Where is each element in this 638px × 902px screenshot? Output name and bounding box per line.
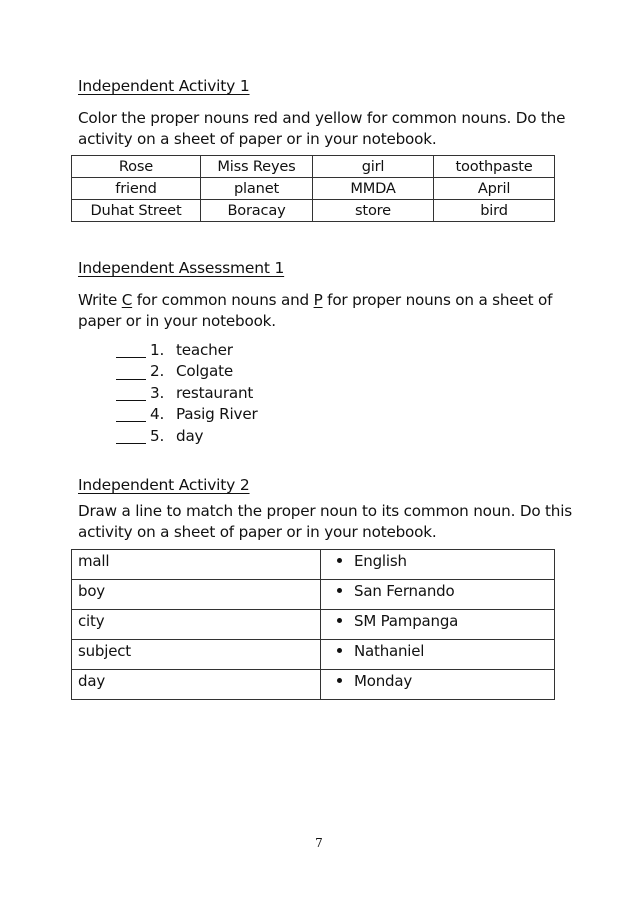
item-number: 2. — [150, 362, 165, 381]
table-row — [72, 640, 555, 670]
table-cell: friend — [72, 178, 201, 200]
answer-blank[interactable] — [116, 407, 146, 422]
bullet-icon — [337, 618, 342, 623]
bullet-icon — [337, 648, 342, 653]
activity1-noun-table — [71, 155, 555, 222]
proper-noun-text: Monday — [354, 672, 413, 690]
table-cell: April — [434, 178, 555, 200]
table-row — [72, 670, 555, 700]
table-cell: Duhat Street — [72, 200, 201, 222]
instr-text: for proper nouns on a sheet of paper or in your notebook. — [78, 291, 553, 330]
table-cell: toothpaste — [434, 156, 555, 178]
bullet-icon — [337, 678, 342, 683]
answer-blank[interactable] — [116, 365, 146, 380]
common-noun-cell: boy — [72, 580, 321, 610]
bullet-icon — [337, 588, 342, 593]
table-row — [72, 550, 555, 580]
common-noun-cell: day — [72, 670, 321, 700]
table-cell: Rose — [72, 156, 201, 178]
answer-blank[interactable] — [116, 386, 146, 401]
item-text: Pasig River — [176, 405, 258, 424]
table-row — [72, 200, 555, 222]
table-cell: Miss Reyes — [201, 156, 313, 178]
table-row — [72, 156, 555, 178]
activity1-instructions: Color the proper nouns red and yellow for common nouns. Do the activity on a sheet of paper or in your notebook. — [78, 109, 566, 148]
proper-noun-cell — [321, 670, 555, 700]
common-noun-letter: C — [121, 291, 133, 309]
list-item — [116, 404, 258, 425]
item-number: 5. — [150, 426, 165, 445]
assessment1-instructions — [78, 290, 578, 332]
answer-blank[interactable] — [116, 343, 146, 358]
answer-blank[interactable] — [116, 429, 146, 444]
table-cell: store — [313, 200, 434, 222]
item-number: 4. — [150, 405, 165, 424]
proper-noun-text: Nathaniel — [354, 642, 425, 660]
proper-noun-cell — [321, 580, 555, 610]
instr-text: Write — [78, 291, 122, 309]
proper-noun-text: English — [354, 552, 407, 570]
list-item — [116, 361, 258, 382]
proper-noun-cell — [321, 640, 555, 670]
list-item — [116, 340, 258, 361]
assessment1-item-list — [116, 340, 258, 447]
item-text: Colgate — [176, 362, 233, 381]
table-cell: planet — [201, 178, 313, 200]
proper-noun-cell — [321, 550, 555, 580]
common-noun-cell: city — [72, 610, 321, 640]
activity2-matching-table — [71, 549, 555, 700]
activity2-instructions: Draw a line to match the proper noun to its common noun. Do this activity on a sheet of paper or in your notebook. — [78, 502, 572, 541]
table-cell: girl — [313, 156, 434, 178]
common-noun-cell: subject — [72, 640, 321, 670]
proper-noun-letter: P — [313, 291, 323, 309]
bullet-icon — [337, 558, 342, 563]
list-item — [116, 383, 258, 404]
activity2-heading: Independent Activity 2 — [78, 476, 250, 494]
item-text: day — [176, 426, 204, 445]
table-row — [72, 178, 555, 200]
table-row — [72, 610, 555, 640]
table-cell: bird — [434, 200, 555, 222]
item-number: 1. — [150, 341, 165, 359]
instr-text: for common nouns and — [132, 291, 314, 309]
common-noun-cell: mall — [72, 550, 321, 580]
item-number: 3. — [150, 383, 165, 402]
item-text: restaurant — [176, 383, 254, 402]
table-row — [72, 580, 555, 610]
table-cell: Boracay — [201, 200, 313, 222]
item-text: teacher — [176, 341, 233, 359]
proper-noun-text: SM Pampanga — [354, 612, 459, 630]
proper-noun-text: San Fernando — [354, 582, 455, 600]
table-cell: MMDA — [313, 178, 434, 200]
activity1-heading: Independent Activity 1 — [78, 77, 250, 95]
assessment1-heading: Independent Assessment 1 — [78, 259, 285, 277]
list-item — [116, 426, 258, 447]
proper-noun-cell — [321, 610, 555, 640]
page-number: 7 — [315, 836, 323, 850]
